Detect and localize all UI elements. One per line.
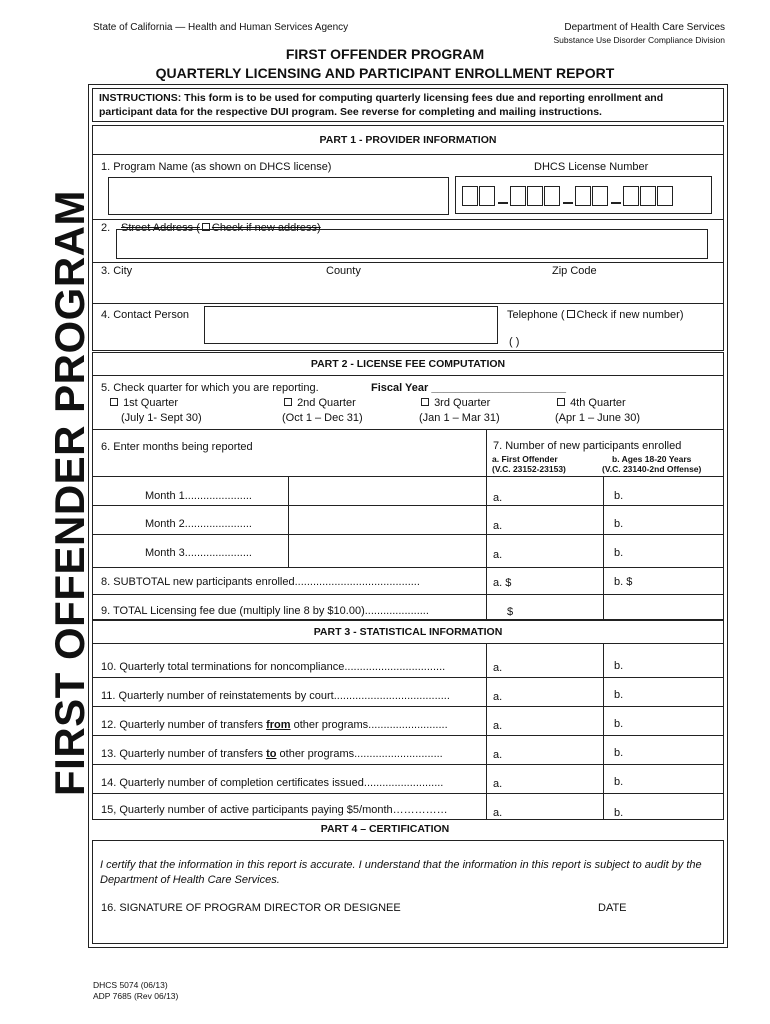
quarter-1-checkbox[interactable] xyxy=(110,398,118,406)
form-revision: ADP 7685 (Rev 06/13) xyxy=(93,991,179,1001)
q15-a[interactable]: a. xyxy=(493,807,503,819)
telephone-input[interactable]: ( ) xyxy=(509,336,520,348)
new-number-label: Check if new number) xyxy=(576,309,684,321)
street-address-input[interactable] xyxy=(116,229,708,259)
month-2-label: Month 2...................... xyxy=(145,518,252,530)
q14-b[interactable]: b. xyxy=(614,776,624,788)
divider xyxy=(92,567,724,568)
q7a-code: (V.C. 23152-23153) xyxy=(492,464,566,474)
q5-label: 5. Check quarter for which you are reporting. xyxy=(101,382,319,394)
quarter-4-label: 4th Quarter xyxy=(570,397,626,409)
county-label: County xyxy=(326,265,361,277)
q6-label: 6. Enter months being reported xyxy=(101,441,253,453)
divider xyxy=(92,534,724,535)
part4-title: PART 4 – CERTIFICATION xyxy=(320,823,450,835)
divider xyxy=(92,677,724,678)
q7-label: 7. Number of new participants enrolled xyxy=(493,440,682,452)
month-1-a[interactable]: a. xyxy=(493,492,503,504)
column-b-divider xyxy=(603,476,604,620)
divider xyxy=(92,262,724,263)
subtotal-b[interactable]: b. $ xyxy=(614,576,633,588)
month-3-label: Month 3...................... xyxy=(145,547,252,559)
month-2-a[interactable]: a. xyxy=(493,520,503,532)
q12-a[interactable]: a. xyxy=(493,720,503,732)
q14-label: 14. Quarterly number of completion certificates issued.......................... xyxy=(101,777,444,789)
q3-label: 3. City xyxy=(101,265,133,277)
q15-label: 15, Quarterly number of active participants paying $5/month…………… xyxy=(101,804,448,816)
q4-label: 4. Contact Person xyxy=(101,309,190,321)
divider xyxy=(92,764,724,765)
quarter-1[interactable] xyxy=(108,397,178,409)
quarter-1-label: 1st Quarter xyxy=(123,397,179,409)
quarter-2-label: 2nd Quarter xyxy=(297,397,356,409)
month-2-b[interactable]: b. xyxy=(614,518,624,530)
q7a-label: a. First Offender xyxy=(492,454,558,464)
q15-b[interactable]: b. xyxy=(614,807,624,819)
month-column-divider xyxy=(288,476,289,567)
subtotal-a[interactable]: a. $ xyxy=(493,577,512,589)
q11-a[interactable]: a. xyxy=(493,691,503,703)
new-address-label: Check if new address) xyxy=(211,222,321,234)
q1-label: 1. Program Name (as shown on DHCS license) xyxy=(101,161,332,173)
divider xyxy=(92,429,724,430)
q7b-code: (V.C. 23140-2nd Offense) xyxy=(602,464,702,474)
quarter-3-checkbox[interactable] xyxy=(421,398,429,406)
quarter-1-range: (July 1- Sept 30) xyxy=(121,412,202,424)
date-label: DATE xyxy=(598,902,627,914)
q11-b[interactable]: b. xyxy=(614,689,624,701)
certification-text: I certify that the information in this report is accurate. I understand that the information in this report is subject to audit by the Department of Health Care Services. xyxy=(100,859,702,886)
part3-title: PART 3 - STATISTICAL INFORMATION xyxy=(92,620,724,644)
form-number: DHCS 5074 (06/13) xyxy=(93,980,168,990)
quarter-2-range: (Oct 1 – Dec 31) xyxy=(282,412,363,424)
fiscal-year-field[interactable]: Fiscal Year ______________________ xyxy=(371,382,566,394)
quarter-3-range: (Jan 1 – Mar 31) xyxy=(419,412,500,424)
q9-label: 9. TOTAL Licensing fee due (multiply line 8 by $10.00)..................... xyxy=(101,605,429,617)
new-number-checkbox[interactable] xyxy=(567,310,575,318)
q13-b[interactable]: b. xyxy=(614,747,624,759)
quarter-4[interactable] xyxy=(555,397,626,409)
side-banner-text: FIRST OFFENDER PROGRAM xyxy=(46,189,93,796)
side-banner xyxy=(46,140,93,845)
signature-label: 16. SIGNATURE OF PROGRAM DIRECTOR OR DESIGNEE xyxy=(101,902,401,914)
telephone-label xyxy=(507,309,684,321)
q13-label: 13. Quarterly number of transfers to other programs............................. xyxy=(101,748,443,760)
date-input[interactable] xyxy=(596,918,716,940)
signature-input[interactable] xyxy=(100,918,580,940)
q10-a[interactable]: a. xyxy=(493,662,503,674)
q11-label: 11. Quarterly number of reinstatements by court...................................... xyxy=(101,690,450,702)
divider xyxy=(92,476,724,477)
total-fee-input[interactable]: $ xyxy=(507,606,514,618)
contact-person-input[interactable] xyxy=(204,306,498,344)
quarter-2[interactable] xyxy=(282,397,356,409)
form-title-1: FIRST OFFENDER PROGRAM xyxy=(285,46,485,62)
column-divider xyxy=(486,429,487,620)
agency-text: State of California — Health and Human Services Agency xyxy=(93,22,349,33)
instructions: INSTRUCTIONS: This form is to be used for computing quarterly licensing fees due and reporting enrollment and participant data for the respective DUI program. See reverse for completing and mailing instructions. xyxy=(92,88,724,122)
street-address-label: Street Address ( xyxy=(121,222,200,234)
quarter-3[interactable] xyxy=(419,397,490,409)
q7b-label: b. Ages 18-20 Years xyxy=(612,454,692,464)
divider xyxy=(92,735,724,736)
quarter-4-checkbox[interactable] xyxy=(557,398,565,406)
divider xyxy=(92,303,724,304)
license-number-cells[interactable] xyxy=(462,186,674,209)
divider xyxy=(92,219,724,220)
zip-label: Zip Code xyxy=(552,265,597,277)
month-1-b[interactable]: b. xyxy=(614,490,624,502)
quarter-4-range: (Apr 1 – June 30) xyxy=(555,412,640,424)
month-3-a[interactable]: a. xyxy=(493,549,503,561)
license-label: DHCS License Number xyxy=(534,161,649,173)
program-name-input[interactable] xyxy=(108,177,449,215)
department-header xyxy=(554,22,726,45)
q12-label: 12. Quarterly number of transfers from other programs.......................... xyxy=(101,719,448,731)
form-title-2: QUARTERLY LICENSING AND PARTICIPANT ENROLLMENT REPORT xyxy=(155,65,615,81)
month-3-b[interactable]: b. xyxy=(614,547,624,559)
quarter-2-checkbox[interactable] xyxy=(284,398,292,406)
q10-label: 10. Quarterly total terminations for noncompliance................................. xyxy=(101,661,446,673)
q12-b[interactable]: b. xyxy=(614,718,624,730)
division-text: Substance Use Disorder Compliance Division xyxy=(553,35,725,45)
month-1-label: Month 1...................... xyxy=(145,490,252,502)
q10-b[interactable]: b. xyxy=(614,660,624,672)
divider xyxy=(92,793,724,794)
divider xyxy=(92,706,724,707)
q14-a[interactable]: a. xyxy=(493,778,503,790)
part2-title: PART 2 - LICENSE FEE COMPUTATION xyxy=(92,352,724,376)
q13-a[interactable]: a. xyxy=(493,749,503,761)
part1-title: PART 1 - PROVIDER INFORMATION xyxy=(92,125,724,155)
department-text: Department of Health Care Services xyxy=(564,22,725,33)
divider xyxy=(92,505,724,506)
divider xyxy=(92,594,724,595)
q2-number: 2. xyxy=(101,222,111,234)
telephone-text: Telephone ( xyxy=(507,309,565,321)
quarter-3-label: 3rd Quarter xyxy=(434,397,491,409)
q8-label: 8. SUBTOTAL new participants enrolled......................................... xyxy=(101,576,420,588)
